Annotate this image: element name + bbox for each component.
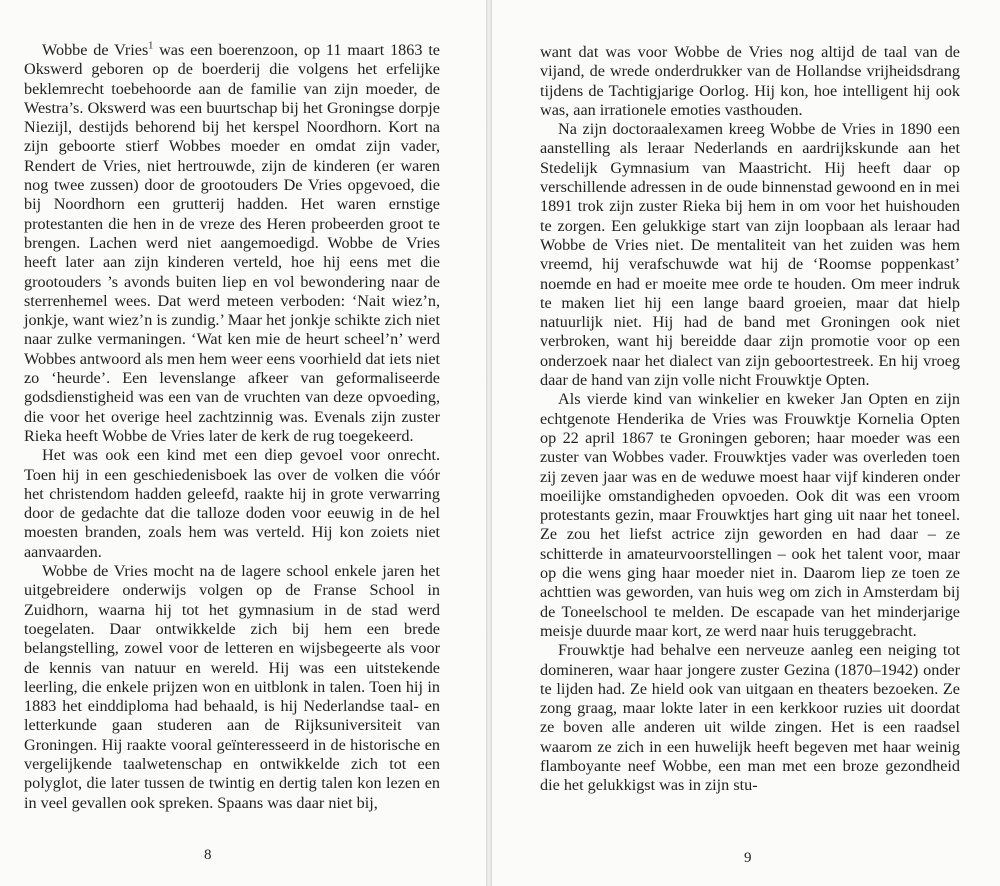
paragraph: Na zijn doctoraalexamen kreeg Wobbe de Vries in 1890 een aanstelling als leraar Nederlands en aardrijkskunde aan het Stedelijk Gymnasium van Maastricht. Hij heeft daar op verschillende adressen in de oude binnenstad gewoond en in mei 1891 trok zijn zuster Rieka bij hem in om voor het huishouden te zorgen. Een gelukkige start van zijn loopbaan als leraar had Wobbe de Vries niet. De mentaliteit van het zuiden was hem vreemd, hij verafschuwde wat hij de ‘Roomse poppenkast’ noemde en had er moeite mee orde te houden. Om meer indruk te maken liet hij een lange baard groeien, maar dat hielp natuurlijk niet. Hij had de band met Groningen ook niet verbroken, want hij bereidde daar zijn promotie voor op een onderzoek naar het dialect van zijn geboortestreek. En hij vroeg daar de hand van zijn volle nicht Frouwktje Opten. bbox=[540, 120, 960, 390]
paragraph-text: was een boerenzoon, op 11 maart 1863 te Okswerd geboren op de boerderij die volgens het erfelijke beklemrecht toebehoorde aan de familie van zijn moeder, de Westra’s. Okswerd was een buurtschap bij het Groningse dorpje Niezijl, destijds behorend bij het kerspel Noordhorn. Kort na zijn geboorte stierf Wobbes moeder en omdat zijn vader, Rendert de Vries, niet hertrouwde, zijn de kinderen (er waren nog twee zussen) door de grootouders De Vries opgevoed, die bij Noordhorn een grutterij hadden. Het waren ernstige protestanten die hen in de vreze des Heren probeerden groot te brengen. Lachen werd niet aangemoedigd. Wobbe de Vries heeft later aan zijn kinderen verteld, hoe hij eens met die grootouders ’s avonds buiten liep en vol bewondering naar de sterrenhemel wees. Dat werd meteen verboden: ‘Nait wiez’n, jonkje, want wiez’n is zundig.’ Maar het jonkje schikte zich niet naar zulke vermaningen. ‘Wat ken mie de heurt scheel’n’ werd Wobbes antwoord als men hem weer eens voorhield dat iets niet zo ‘heurde’. Een levenslange afkeer van geformaliseerde godsdienstigheid was een van de vruchten van deze opvoeding, die voor het overige heel zachtzinnig was. Evenals zijn zuster Rieka heeft Wobbe de Vries later de kerk de rug toegekeerd. bbox=[24, 41, 440, 445]
left-page bbox=[0, 0, 486, 886]
paragraph bbox=[24, 41, 440, 446]
paragraph: Wobbe de Vries mocht na de lagere school enkele jaren het uitgebreidere onderwijs volgen op de Franse School in Zuidhorn, waarna hij tot het gymnasium in de stad werd toegelaten. Daar ontwikkelde zich bij hem een brede belangstelling, zowel voor de letteren en wijsbegeerte als voor de kennis van natuur en wereld. Hij was een uitstekende leerling, die enkele prijzen won en uitblonk in talen. Toen hij in 1883 het einddiploma had behaald, is hij Nederlandse taal- en letterkunde gaan studeren aan de Rijksuniversiteit van Groningen. Hij raakte vooral geïnteresseerd in de historische en vergelijkende taalwetenschap en ontwikkelde zich tot een polyglot, die later tussen de twintig en dertig talen kon lezen en in veel gevallen ook spreken. Spaans was daar niet bij, bbox=[24, 562, 440, 812]
paragraph: Frouwktje had behalve een nerveuze aanleg een neiging tot domineren, waar haar jongere zuster Gezina (1870–1942) onder te lijden had. Ze hield ook van uitgaan en theaters bezoeken. Ze zong graag, maar lokte later in een kerkkoor ruzies uit doordat ze boven alle anderen uit wilde zingen. Het is een raadsel waarom ze zich in een huwelijk heeft begeven met haar weinig flamboyante neef Wobbe, een man met een broze gezondheid die het gelukkigst was in zijn stu- bbox=[540, 641, 960, 795]
page-number: 9 bbox=[744, 850, 752, 866]
left-page-text bbox=[24, 41, 440, 813]
opening-name: Wobbe de Vries bbox=[42, 41, 149, 59]
page-number: 8 bbox=[204, 847, 212, 863]
right-page-text bbox=[540, 43, 960, 796]
paragraph: Het was ook een kind met een diep gevoel voor onrecht. Toen hij in een geschiedenisboek las over de volken die vóór het christendom hadden geleefd, raakte hij in grote verwarring door de gedachte dat die talloze doden voor eeuwig in de hel moesten branden, zoals hem was verteld. Hij kon zoiets niet aanvaarden. bbox=[24, 446, 440, 561]
footnote-mark: 1 bbox=[148, 40, 154, 52]
right-page bbox=[492, 0, 1000, 886]
paragraph: Als vierde kind van winkelier en kweker Jan Opten en zijn echtgenote Henderika de Vries was Frouwktje Kornelia Opten op 22 april 1867 te Groningen geboren; haar moeder was een zuster van Wobbes vader. Frouwktjes vader was overleden toen zij zeven jaar was en de weduwe moest haar vijf kinderen onder moeilijke omstandigheden opvoeden. Ook dit was een vroom protestants gezin, maar Frouwktjes hart ging uit naar het toneel. Ze zou het liefst actrice zijn geworden en had daar – ze schitterde in amateurvoorstellingen – ook het talent voor, maar op die wens ging haar moeder niet in. Daarom liep ze toen ze achttien was geworden, van huis weg om zich in Amsterdam bij de Toneelschool te melden. De escapade van het minderjarige meisje duurde maar kort, ze werd naar huis teruggebracht. bbox=[540, 390, 960, 640]
paragraph: want dat was voor Wobbe de Vries nog altijd de taal van de vijand, de wrede onderdrukker van de Hollandse vrijheidsdrang tijdens de Tachtigjarige Oorlog. Hij kon, hoe intelligent hij ook was, aan irrationele emoties vasthouden. bbox=[540, 43, 960, 119]
